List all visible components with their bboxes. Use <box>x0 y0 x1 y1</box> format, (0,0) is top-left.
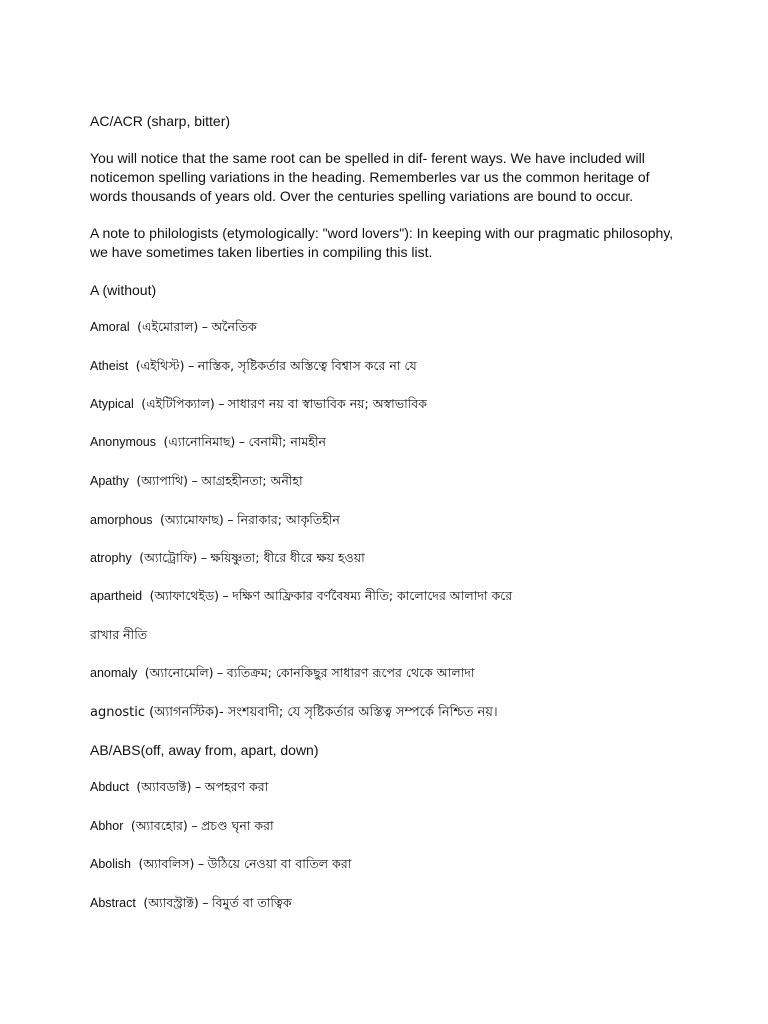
entry-pronunciation: (অ্যাবলিস) <box>138 856 195 871</box>
entry-dash: – <box>238 434 246 449</box>
entry-word: anomaly <box>90 666 138 680</box>
entry-meaning: নাস্তিক, সৃষ্টিকর্তার অস্তিত্বে বিশ্বাস করে না যে <box>197 358 417 373</box>
entry-word: Atheist <box>90 359 129 373</box>
entry-dash: – <box>222 588 229 603</box>
entry-dash: – <box>197 856 205 871</box>
entry-word: atrophy <box>90 551 132 565</box>
entry-meaning: অনৈতিক <box>211 319 257 334</box>
entry-abolish <box>90 855 351 873</box>
entry-dash: – <box>217 665 224 680</box>
entry-dash: – <box>227 512 234 527</box>
philologist-note: A note to philologists (etymologically: "word lovers"): In keeping with our pragmatic philosophy, we have sometimes taken liberties in compiling this list. <box>90 225 674 260</box>
entry-anonymous <box>90 433 326 451</box>
entry-abhor <box>90 817 274 835</box>
entry-agnostic <box>90 702 498 722</box>
entry-atrophy <box>90 549 365 567</box>
entry-word: Abhor <box>90 819 124 833</box>
entry-word: apartheid <box>90 589 143 603</box>
entry-pronunciation: (এইটিপিক্যাল) <box>141 396 215 411</box>
entry-word: amorphous <box>90 513 153 527</box>
entry-pronunciation: (অ্যাবস্ট্রাক্ট) <box>143 895 199 910</box>
entry-meaning: ক্ষয়িষ্ণুতা; ধীরে ধীরে ক্ষয় হওয়া <box>210 550 365 565</box>
entry-meaning: ব্যতিক্রম; কোনকিছুর সাধারণ রূপের থেকে আলাদা <box>226 665 475 680</box>
entry-word: Abolish <box>90 857 131 871</box>
entry-word: Amoral <box>90 320 130 334</box>
entry-apathy <box>90 472 303 490</box>
entry-pronunciation: (অ্যাট্রোফি) <box>139 550 198 565</box>
entry-dash: – <box>200 550 207 565</box>
entry-atheist <box>90 357 417 375</box>
entry-meaning: উঠিয়ে নেওয়া বা বাতিল করা <box>207 856 352 871</box>
entry-dash: – <box>187 358 195 373</box>
entry-dash: – <box>191 473 198 488</box>
entry-atypical <box>90 395 427 413</box>
entry-dash: – <box>202 895 209 910</box>
entry-apartheid <box>90 587 512 605</box>
ac-acr-heading: AC/ACR (sharp, bitter) <box>90 113 231 129</box>
entry-pronunciation: (অ্যাপাথি) <box>136 473 189 488</box>
entry-pronunciation: (অ্যামোফাছ) <box>160 512 224 527</box>
entry-apartheid-continuation <box>90 626 147 644</box>
entry-dash: – <box>191 818 198 833</box>
entry-abstract <box>90 894 292 912</box>
ab-abs-heading: AB/ABS(off, away from, apart, down) <box>90 742 319 758</box>
entry-word: Apathy <box>90 474 129 488</box>
entry-abduct <box>90 778 268 796</box>
entry-pronunciation: (এইথিস্ট) <box>135 358 185 373</box>
entry-word: Anonymous <box>90 435 157 449</box>
entry-pronunciation: (এইমোরাল) <box>137 319 199 334</box>
entry-meaning: দক্ষিণ আফ্রিকার বর্ণবৈষম্য নীতি; কালোদের আলাদা করে <box>232 588 513 603</box>
entry-anomaly <box>90 664 475 682</box>
a-without-heading: A (without) <box>90 282 157 298</box>
entry-word: Abduct <box>90 780 129 794</box>
entry-meaning-continuation: রাখার নীতি <box>90 627 148 642</box>
entry-meaning: অপহরণ করা <box>204 779 269 794</box>
intro-paragraph: You will notice that the same root can be spelled in dif- ferent ways. We have included will noticemon spelling variations in the heading. Rememberles var us the common heritage of words thousands of years old. Over the centuries spelling variations are bound to occur. <box>90 150 650 204</box>
entry-amorphous <box>90 511 340 529</box>
entry-pronunciation: (অ্যাবডাক্ট) <box>136 779 192 794</box>
entry-pronunciation: (অ্যাবহোর) <box>130 818 188 833</box>
entry-meaning: নিরাকার; আকৃতিহীন <box>237 512 340 527</box>
entry-meaning: বেনামী; নামহীন <box>248 434 326 449</box>
entry-dash: – <box>218 396 225 411</box>
entry-meaning: প্রচণ্ড ঘৃনা করা <box>200 818 274 833</box>
entry-amoral <box>90 318 257 336</box>
entry-meaning: সাধারণ নয় বা স্বাভাবিক নয়; অস্বাভাবিক <box>228 396 427 411</box>
entry-pronunciation: (এ্যানোনিমাছ) <box>163 434 236 449</box>
entry-word: Atypical <box>90 397 134 411</box>
entry-dash: – <box>195 779 202 794</box>
entry-meaning: বিমুর্ত বা তাত্বিক <box>212 895 292 910</box>
entry-word: Abstract <box>90 896 136 910</box>
agnostic-line: agnostic (অ্যাগনস্টিক)- সংশয়বাদী; যে সৃষ্টিকর্তার অস্তিত্ব সম্পর্কে নিশ্চিত নয়। <box>90 705 498 720</box>
entry-meaning: আগ্রহহীনতা; অনীহা <box>201 473 303 488</box>
entry-pronunciation: (অ্যানোমেলি) <box>144 665 214 680</box>
entry-pronunciation: (অ্যাফাথেইড) <box>149 588 220 603</box>
entry-dash: – <box>201 319 208 334</box>
